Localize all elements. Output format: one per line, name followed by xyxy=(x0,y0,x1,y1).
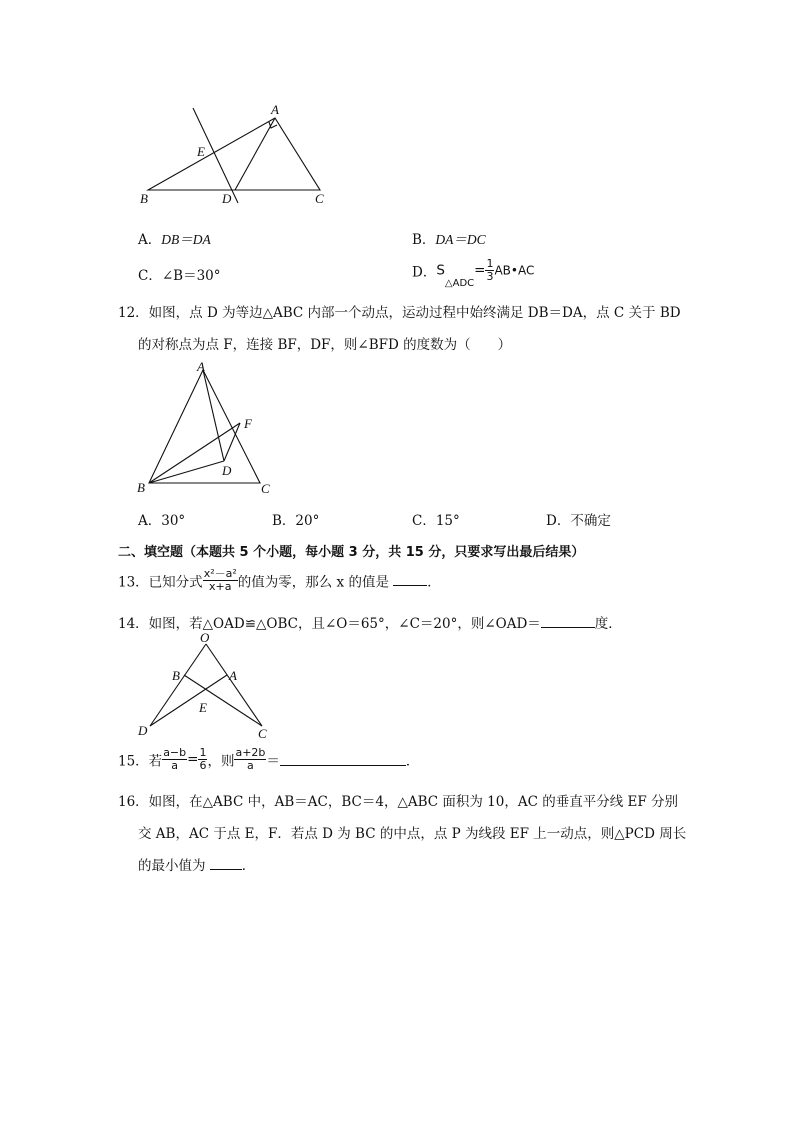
q16-line-1: 16．如图，在△ABC 中，AB＝AC，BC＝4，△ABC 面积为 10，AC 的垂直平分线 EF 分别 xyxy=(118,794,679,810)
right-angle-mark xyxy=(269,122,277,128)
fraction-denominator: 6 xyxy=(199,759,207,772)
label-c: C xyxy=(258,726,267,741)
q11-option-c[interactable] xyxy=(138,264,221,284)
label-b: B xyxy=(172,668,180,683)
label-b: B xyxy=(140,191,148,206)
label-c: C xyxy=(315,191,324,206)
q15-equals: = xyxy=(187,751,199,768)
q16-text: 的最小值为 xyxy=(138,858,206,874)
fraction-denominator: 3 xyxy=(486,270,494,283)
label-d: D xyxy=(138,723,148,738)
q16-line-3 xyxy=(138,854,255,874)
figure-q12-triangle xyxy=(130,358,280,498)
label-c: C xyxy=(261,481,270,496)
q15-prefix: 15．若 xyxy=(118,753,163,770)
segment-ad xyxy=(150,675,227,726)
q15-equals-2: ＝ xyxy=(266,753,280,770)
q11-option-a[interactable] xyxy=(138,228,211,248)
q14-line xyxy=(118,612,622,632)
figure-q14-triangles xyxy=(132,632,282,744)
q15-mid: ，则 xyxy=(207,753,235,770)
label-d: D xyxy=(222,463,232,478)
q15-fraction-1 xyxy=(162,747,187,772)
area-subscript: △ADC xyxy=(444,278,475,289)
segment-bc xyxy=(184,675,262,726)
q15-answer-blank[interactable] xyxy=(280,753,406,766)
label-b: B xyxy=(137,480,145,495)
fraction-numerator: a+2b xyxy=(235,746,266,759)
q13-answer-blank[interactable] xyxy=(393,575,427,586)
fraction-denominator: x+a xyxy=(208,580,232,593)
q13-end: ． xyxy=(427,574,441,591)
label-e: E xyxy=(197,144,205,159)
q14-end: 度． xyxy=(594,616,622,632)
fraction-numerator: x²－a² xyxy=(203,567,237,580)
q15-line xyxy=(118,747,419,772)
triangle-abc xyxy=(148,118,320,190)
option-prefix: A． xyxy=(138,232,162,248)
q13-prefix: 13．已知分式 xyxy=(118,574,203,591)
figure-q11-triangle xyxy=(135,100,335,210)
segment-od xyxy=(150,644,206,726)
q16-end: ． xyxy=(241,858,256,874)
option-text: DA＝DC xyxy=(435,232,486,247)
q13-suffix: 的值为零，那么 x 的值是 xyxy=(237,574,389,591)
equals-sign: = xyxy=(474,262,486,279)
label-a: A xyxy=(229,668,237,683)
q12-line-2: 的对称点为点 F，连接 BF，DF，则∠BFD 的度数为（ ） xyxy=(138,337,512,353)
option-prefix: D． xyxy=(412,264,437,281)
q12-line-1: 12．如图，点 D 为等边△ABC 内部一个动点，运动过程中始终满足 DB＝DA，点 C 关于 BD xyxy=(118,305,681,321)
segment-bd xyxy=(149,461,224,483)
label-a: A xyxy=(271,102,279,117)
segment-oc xyxy=(206,644,262,726)
q14-answer-blank[interactable] xyxy=(541,615,595,628)
area-symbol: S xyxy=(436,262,445,279)
q11-option-d[interactable] xyxy=(412,258,534,289)
option-prefix: C． xyxy=(138,268,162,284)
option-tail: AB•AC xyxy=(494,263,535,278)
q16-answer-blank[interactable] xyxy=(210,857,242,870)
option-text: ∠B＝30° xyxy=(161,268,221,284)
segment-ad xyxy=(203,370,224,461)
label-d: D xyxy=(222,191,232,206)
fraction-numerator: 1 xyxy=(199,746,207,759)
label-f: F xyxy=(244,416,252,431)
label-e: E xyxy=(199,700,207,715)
option-prefix: B． xyxy=(412,232,436,248)
q13-fraction xyxy=(203,568,238,593)
fraction-denominator: a xyxy=(247,759,254,772)
label-o: O xyxy=(200,632,210,645)
q12-option-d[interactable]: D．不确定 xyxy=(546,513,611,529)
q15-end: ． xyxy=(405,753,420,770)
label-a: A xyxy=(197,359,205,374)
fraction-numerator: 1 xyxy=(486,257,494,270)
section-2-heading: 二、填空题（本题共 5 个小题，每小题 3 分，共 15 分，只要求写出最后结果） xyxy=(118,545,585,560)
q13-line xyxy=(118,568,441,593)
q14-text: 14．如图，若△OAD≌△OBC，且∠O＝65°，∠C＝20°，则∠OAD＝ xyxy=(118,616,541,632)
q11-option-b[interactable] xyxy=(412,228,486,248)
q12-option-a[interactable]: A．30° xyxy=(138,513,186,529)
q12-option-b[interactable]: B．20° xyxy=(272,513,320,529)
q12-option-c[interactable]: C．15° xyxy=(412,513,460,529)
q16-line-2: 交 AB，AC 于点 E，F．若点 D 为 BC 的中点，点 P 为线段 EF 上一动点，则△PCD 周长 xyxy=(138,826,687,842)
option-text: DB＝DA xyxy=(161,232,211,247)
q15-fraction-3 xyxy=(234,747,266,772)
fraction-denominator: a xyxy=(171,759,179,772)
fraction-numerator: a−b xyxy=(163,746,187,759)
